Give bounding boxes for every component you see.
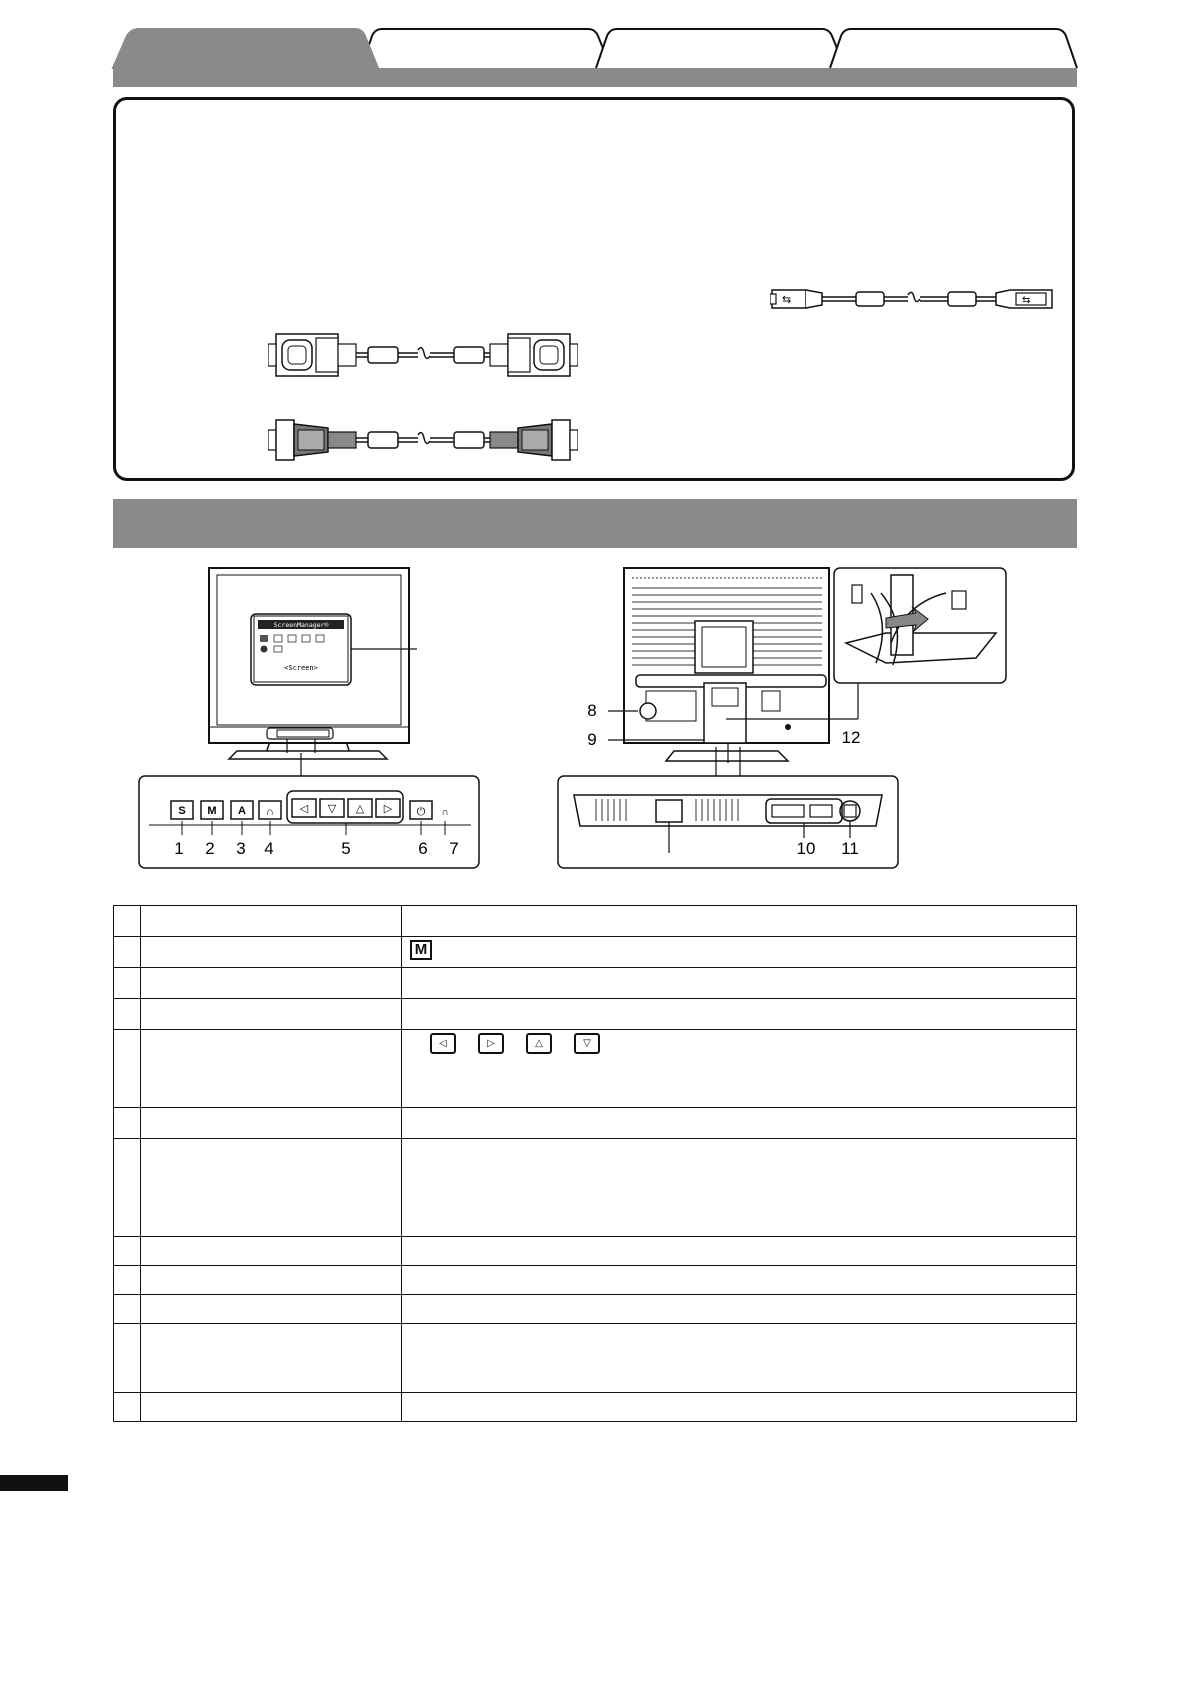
callout-2: 2 xyxy=(205,839,215,858)
table-row xyxy=(114,999,1077,1030)
usb-cable-icon xyxy=(770,282,1055,314)
input-button-glyph: ∩ xyxy=(266,806,274,818)
table-row xyxy=(114,937,1077,968)
callout-11: 11 xyxy=(841,839,859,858)
row-description xyxy=(402,1030,1077,1108)
front-arrow-right: ▷ xyxy=(383,803,393,815)
tab-stripe xyxy=(113,68,1077,87)
callout-8: 8 xyxy=(587,701,597,720)
table-row xyxy=(114,1237,1077,1266)
row-description xyxy=(402,1266,1077,1295)
table-row xyxy=(114,1030,1077,1108)
dvi-cable-icon xyxy=(268,330,578,380)
front-arrow-left: ◁ xyxy=(299,803,309,815)
tab-bar xyxy=(0,0,1192,90)
row-name xyxy=(141,1030,402,1108)
row-name xyxy=(141,1324,402,1393)
menu-key-icon: M xyxy=(410,940,432,960)
row-number xyxy=(114,1324,141,1393)
right-arrow-key-icon: ▷ xyxy=(478,1033,504,1054)
callout-12: 12 xyxy=(841,728,861,747)
up-arrow-key-icon: △ xyxy=(526,1033,552,1054)
row-name xyxy=(141,1393,402,1422)
table-row xyxy=(114,1108,1077,1139)
front-arrow-up: △ xyxy=(355,803,365,815)
table-row xyxy=(114,906,1077,937)
row-description xyxy=(402,1237,1077,1266)
row-name xyxy=(141,999,402,1030)
callout-10: 10 xyxy=(796,839,816,858)
section-title-bar xyxy=(113,499,1077,548)
row-number xyxy=(114,999,141,1030)
row-description xyxy=(402,1393,1077,1422)
callout-9: 9 xyxy=(587,730,597,749)
row-description xyxy=(402,1295,1077,1324)
parts-table xyxy=(113,905,1077,1422)
row-description xyxy=(402,1108,1077,1139)
table-row xyxy=(114,968,1077,999)
row-number xyxy=(114,937,141,968)
d-sub-cable-icon xyxy=(268,418,578,462)
left-arrow-key-icon: ◁ xyxy=(430,1033,456,1054)
callout-7: 7 xyxy=(449,839,459,858)
table-row xyxy=(114,1393,1077,1422)
front-arrow-down: ▽ xyxy=(327,803,337,815)
row-description xyxy=(402,1139,1077,1237)
callout-4: 4 xyxy=(264,839,274,858)
svg-text:⇆: ⇆ xyxy=(1022,295,1031,306)
row-number xyxy=(114,1237,141,1266)
row-description xyxy=(402,968,1077,999)
tab-1-active[interactable] xyxy=(113,29,378,68)
power-glyph: ⏻ xyxy=(416,806,426,818)
osd-title: ScreenManager® xyxy=(273,621,329,629)
row-name xyxy=(141,968,402,999)
front-button-s: S xyxy=(178,805,186,817)
led-glyph: ∩ xyxy=(441,807,449,818)
table-row xyxy=(114,1266,1077,1295)
tab-4[interactable] xyxy=(830,29,1077,68)
down-arrow-key-icon: ▽ xyxy=(574,1033,600,1054)
row-number xyxy=(114,1266,141,1295)
row-name xyxy=(141,1237,402,1266)
monitor-rear-diagram xyxy=(556,563,1011,873)
row-description xyxy=(402,906,1077,937)
row-name xyxy=(141,906,402,937)
callout-1: 1 xyxy=(174,839,184,858)
callout-6: 6 xyxy=(418,839,428,858)
row-number xyxy=(114,1108,141,1139)
table-row xyxy=(114,1139,1077,1237)
monitor-front-diagram xyxy=(137,563,482,873)
row-name xyxy=(141,1295,402,1324)
row-number xyxy=(114,1295,141,1324)
tab-3[interactable] xyxy=(596,29,845,68)
osd-caption: <Screen> xyxy=(284,664,318,672)
front-button-a: A xyxy=(238,805,246,817)
tab-2[interactable] xyxy=(361,29,611,68)
callout-5: 5 xyxy=(341,839,351,858)
table-row xyxy=(114,1324,1077,1393)
row-name xyxy=(141,1266,402,1295)
row-description xyxy=(402,937,1077,968)
row-number xyxy=(114,906,141,937)
row-name xyxy=(141,1108,402,1139)
row-name xyxy=(141,937,402,968)
row-number xyxy=(114,1393,141,1422)
row-number xyxy=(114,968,141,999)
front-button-m: M xyxy=(207,805,217,817)
page-edge-marker xyxy=(0,1475,68,1491)
row-number xyxy=(114,1030,141,1108)
table-row xyxy=(114,1295,1077,1324)
svg-text:⇆: ⇆ xyxy=(782,293,792,306)
row-description xyxy=(402,1324,1077,1393)
callout-3: 3 xyxy=(236,839,246,858)
row-name xyxy=(141,1139,402,1237)
row-number xyxy=(114,1139,141,1237)
row-description xyxy=(402,999,1077,1030)
